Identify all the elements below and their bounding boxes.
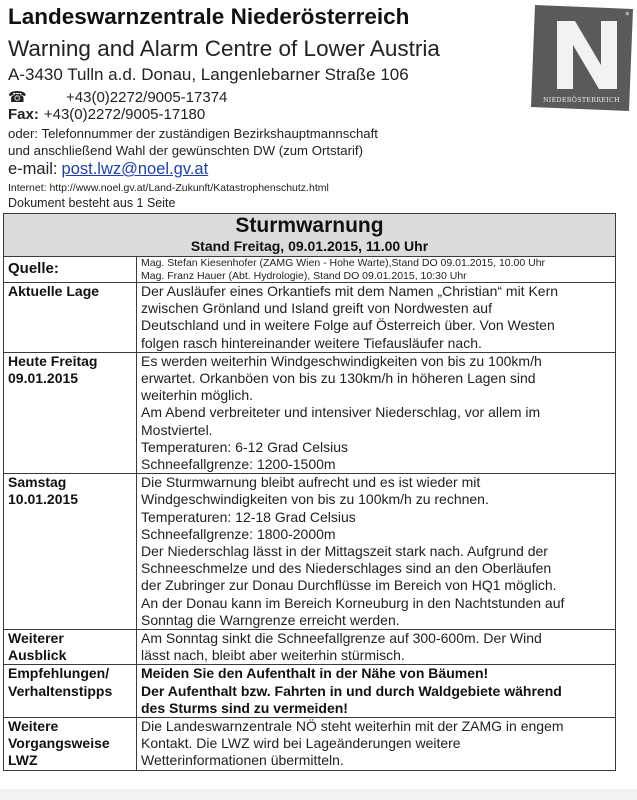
row-label-line: Empfehlungen/ — [8, 665, 110, 682]
page-bottom-edge — [0, 789, 637, 800]
organization-name-german: Landeswarnzentrale Niederösterreich — [8, 4, 410, 29]
content-line: lässt nach, bleibt aber weiterhin stürmisch. — [141, 647, 405, 664]
content-line: Schneefallgrenze: 1200-1500m — [141, 456, 336, 473]
address: A-3430 Tulln a.d. Donau, Langenlebarner Straße 106 — [8, 65, 409, 84]
row-content — [137, 283, 616, 353]
content-line: erwartet. Orkanböen von bis zu 130km/h in höheren Lagen sind — [141, 370, 536, 387]
content-line: Temperaturen: 6-12 Grad Celsius — [141, 438, 348, 455]
warning-row-saturday — [4, 474, 616, 630]
organization-name-english: Warning and Alarm Centre of Lower Austria — [8, 36, 440, 61]
content-line: Kontakt. Die LWZ wird bei Lageänderungen weitere — [141, 735, 461, 752]
warning-row-further-outlook — [4, 630, 616, 665]
warning-header-row — [4, 214, 616, 257]
row-content — [137, 630, 616, 665]
row-label-line: 09.01.2015 — [8, 370, 79, 387]
content-line: Der Ausläufer eines Orkantiefs mit dem Namen „Christian“ mit Kern — [141, 283, 559, 299]
internet-address[interactable]: Internet: http://www.noel.gv.at/Land-Zukunft/Katastrophenschutz.html — [8, 182, 329, 194]
niederoesterreich-logo — [531, 3, 635, 113]
content-line: Mag. Stefan Kiesenhofer (ZAMG Wien - Hohe Warte),Stand DO 09.01.2015, 10.00 Uhr — [141, 257, 546, 269]
warning-header — [4, 214, 616, 257]
content-line: An der Donau kann im Bereich Korneuburg in den Nachtstunden auf — [141, 594, 565, 611]
storm-warning-table — [3, 213, 616, 771]
content-line: Mostviertel. — [141, 421, 213, 438]
row-content — [137, 474, 616, 630]
row-label-line: LWZ — [8, 752, 38, 769]
row-label-line: Weiterer — [8, 630, 64, 647]
content-line: Schneeschmelze und des Niederschlages sind an den Oberläufen — [141, 560, 552, 577]
content-line: der Zubringer zur Donau Durchflüsse im Bereich von HQ1 möglich. — [141, 577, 557, 594]
row-content — [137, 718, 616, 771]
content-line: Windgeschwindigkeiten von bis zu 100km/h zu rechnen. — [141, 491, 489, 508]
fax-label: Fax: — [8, 106, 39, 123]
row-label — [4, 283, 137, 353]
logo-star-icon: * — [625, 11, 630, 21]
fax-number: +43(0)2272/9005-17180 — [43, 106, 206, 123]
content-line: Die Sturmwarnung bleibt aufrecht und es ist wieder mit — [141, 474, 481, 491]
content-line: Am Sonntag sinkt die Schneefallgrenze auf 300-600m. Der Wind — [141, 630, 542, 647]
fax-line — [8, 106, 205, 123]
content-line: Wetterinformationen übermitteln. — [141, 752, 344, 769]
content-line: Am Abend verbreiteter und intensiver Niederschlag, vor allem im — [141, 404, 541, 421]
content-line: Mag. Franz Hauer (Abt. Hydrologie), Stand DO 09.01.2015, 10:30 Uhr — [141, 269, 467, 282]
row-label-line: Ausblick — [8, 647, 67, 664]
phone-line — [8, 88, 227, 106]
warning-row-today-friday — [4, 352, 616, 473]
email-link[interactable]: post.lwz@noel.gv.at — [61, 160, 209, 178]
row-content — [137, 352, 616, 473]
content-line: Deutschland und in weitere Folge auf Österreich über. Von Westen — [141, 317, 555, 334]
row-label — [4, 352, 137, 473]
content-line: folgen rasch hintereinander weitere Tiefausläufer nach. — [141, 334, 482, 351]
content-line: Meiden Sie den Aufenthalt in der Nähe von Bäumen! — [141, 665, 489, 682]
content-line: Die Landeswarnzentrale NÖ steht weiterhin mit der ZAMG in engem — [141, 718, 564, 735]
alternative-contact-line-2: und anschließend Wahl der gewünschten DW (zum Ortstarif) — [8, 143, 363, 158]
row-label-line: Weitere — [8, 718, 59, 735]
content-line: Der Aufenthalt bzw. Fahrten in und durch Waldgebiete während — [141, 682, 562, 699]
warning-row-source — [4, 257, 616, 283]
content-line: zwischen Grönland und Island greift von Nordwesten auf — [141, 300, 492, 317]
warning-status-time: Stand Freitag, 09.01.2015, 11.00 Uhr — [190, 238, 429, 254]
warning-row-recommendations — [4, 665, 616, 718]
page-count-note: Dokument besteht aus 1 Seite — [8, 196, 176, 210]
row-label-line: 10.01.2015 — [8, 491, 79, 508]
row-label-line: Verhaltenstipps — [8, 682, 113, 699]
row-label-line: Vorgangsweise — [8, 735, 110, 752]
warning-row-further-procedure — [4, 718, 616, 771]
content-line: Schneefallgrenze: 1800-2000m — [141, 525, 336, 542]
phone-number: +43(0)2272/9005-17374 — [66, 89, 228, 106]
row-label — [4, 718, 137, 771]
row-label — [4, 665, 137, 718]
warning-row-current-situation — [4, 283, 616, 353]
row-label-line: Samstag — [8, 474, 67, 491]
row-label-line: Aktuelle Lage — [8, 283, 100, 299]
row-label — [4, 630, 137, 665]
warning-title: Sturmwarnung — [235, 214, 384, 237]
content-line: Temperaturen: 12-18 Grad Celsius — [141, 508, 356, 525]
row-content — [137, 257, 616, 283]
alternative-contact-line-1: oder: Telefonnummer der zuständigen Bezirkshauptmannschaft — [8, 126, 378, 141]
email-line — [8, 160, 208, 179]
logo-text: NIEDERÖSTERREICH — [543, 97, 620, 104]
content-line: weiterhin möglich. — [141, 387, 254, 404]
content-line: Der Niederschlag lässt in der Mittagszeit stark nach. Aufgrund der — [141, 543, 548, 560]
row-label — [4, 257, 137, 283]
content-line: Es werden weiterhin Windgeschwindigkeiten von bis zu 100km/h — [141, 352, 542, 369]
row-label-line: Quelle: — [8, 260, 59, 277]
row-label — [4, 474, 137, 630]
email-label: e-mail: — [8, 160, 58, 178]
content-line: des Sturms sind zu vermeiden! — [141, 699, 348, 716]
row-label-line: Heute Freitag — [8, 352, 98, 369]
row-content — [137, 665, 616, 718]
content-line: Sonntag die Warngrenze erreicht werden. — [141, 611, 400, 628]
telephone-icon: ☎ — [8, 89, 27, 106]
